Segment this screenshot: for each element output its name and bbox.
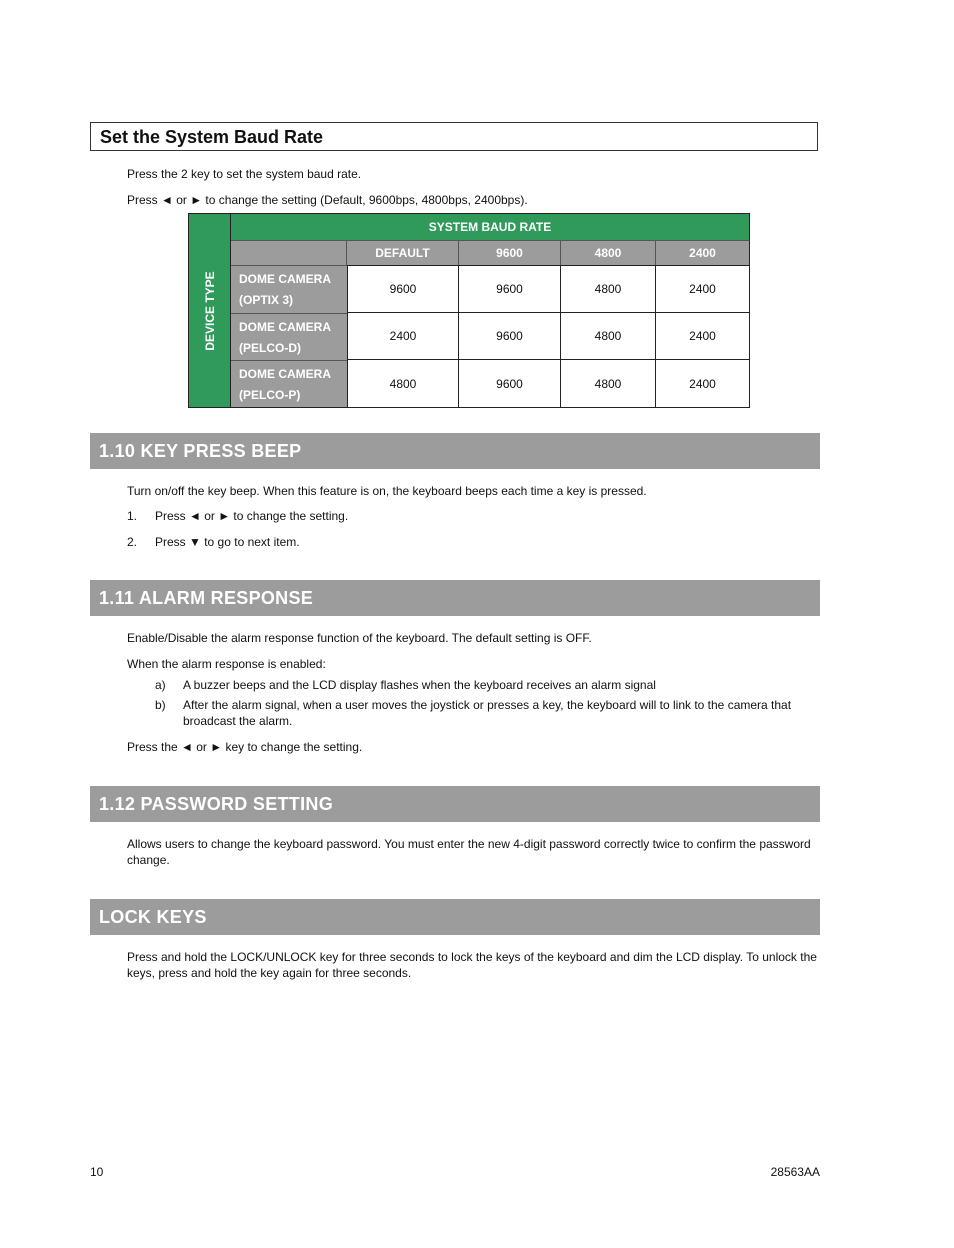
baud-instruction-2: Press ◄ or ► to change the setting (Default, 9600bps, 4800bps, 2400bps). — [127, 193, 528, 207]
section-heading-key-press-beep: 1.10 KEY PRESS BEEP — [90, 433, 820, 469]
col-head-9600: 9600 — [459, 240, 561, 265]
baud-rate-table — [188, 213, 750, 408]
col-head-2400: 2400 — [656, 240, 750, 265]
step-number: 2. — [127, 535, 138, 549]
document-id: 28563AA — [770, 1165, 820, 1179]
device-type-label: DEVICE TYPE — [188, 213, 231, 408]
table-cell: 2400 — [347, 313, 459, 360]
alarm-enabled-intro: When the alarm response is enabled: — [127, 657, 326, 671]
step-number: 1. — [127, 509, 138, 523]
col-head-blank — [231, 240, 347, 265]
section-heading-baud-rate: Set the System Baud Rate — [90, 122, 818, 151]
list-item: A buzzer beeps and the LCD display flashes when the keyboard receives an alarm signal — [183, 678, 656, 692]
section-heading-alarm-response: 1.11 ALARM RESPONSE — [90, 580, 820, 616]
table-cell: 9600 — [459, 265, 561, 313]
table-cell: 4800 — [561, 313, 656, 360]
alarm-description: Enable/Disable the alarm response function of the keyboard. The default setting is OFF. — [127, 631, 592, 645]
row-head-optix3: DOME CAMERA (OPTIX 3) — [231, 265, 347, 313]
table-cell: 2400 — [656, 265, 750, 313]
col-head-default: DEFAULT — [347, 240, 459, 265]
beep-description: Turn on/off the key beep. When this feature is on, the keyboard beeps each time a key is pressed. — [127, 484, 647, 498]
table-cell: 9600 — [347, 265, 459, 313]
baud-instruction-1: Press the 2 key to set the system baud rate. — [127, 167, 362, 181]
table-title: SYSTEM BAUD RATE — [231, 213, 750, 240]
row-head-pelco-p: DOME CAMERA (PELCO-P) — [231, 360, 347, 408]
page-number: 10 — [90, 1165, 104, 1179]
list-letter: a) — [155, 678, 166, 692]
table-cell: 4800 — [347, 360, 459, 408]
section-heading-lock-keys: LOCK KEYS — [90, 899, 820, 935]
table-cell: 4800 — [561, 265, 656, 313]
table-cell: 2400 — [656, 313, 750, 360]
step-text: Press ◄ or ► to change the setting. — [155, 509, 349, 523]
list-letter: b) — [155, 698, 166, 712]
password-description: Allows users to change the keyboard password. You must enter the new 4-digit password correctly twice to confirm the password change. — [127, 837, 811, 867]
section-heading-password-setting: 1.12 PASSWORD SETTING — [90, 786, 820, 822]
col-head-4800: 4800 — [561, 240, 656, 265]
row-head-pelco-d: DOME CAMERA (PELCO-D) — [231, 313, 347, 360]
table-cell: 9600 — [459, 313, 561, 360]
table-cell: 2400 — [656, 360, 750, 408]
list-item: After the alarm signal, when a user moves the joystick or presses a key, the keyboard will to link to the camera that broadcast the alarm. — [183, 698, 792, 728]
table-cell: 4800 — [561, 360, 656, 408]
lock-keys-description: Press and hold the LOCK/UNLOCK key for three seconds to lock the keys of the keyboard and dim the LCD display. To unlock the keys, press and hold the key again for three seconds. — [127, 950, 817, 980]
step-text: Press ▼ to go to next item. — [155, 535, 300, 549]
alarm-change-instruction: Press the ◄ or ► key to change the setting. — [127, 740, 363, 754]
table-cell: 9600 — [459, 360, 561, 408]
